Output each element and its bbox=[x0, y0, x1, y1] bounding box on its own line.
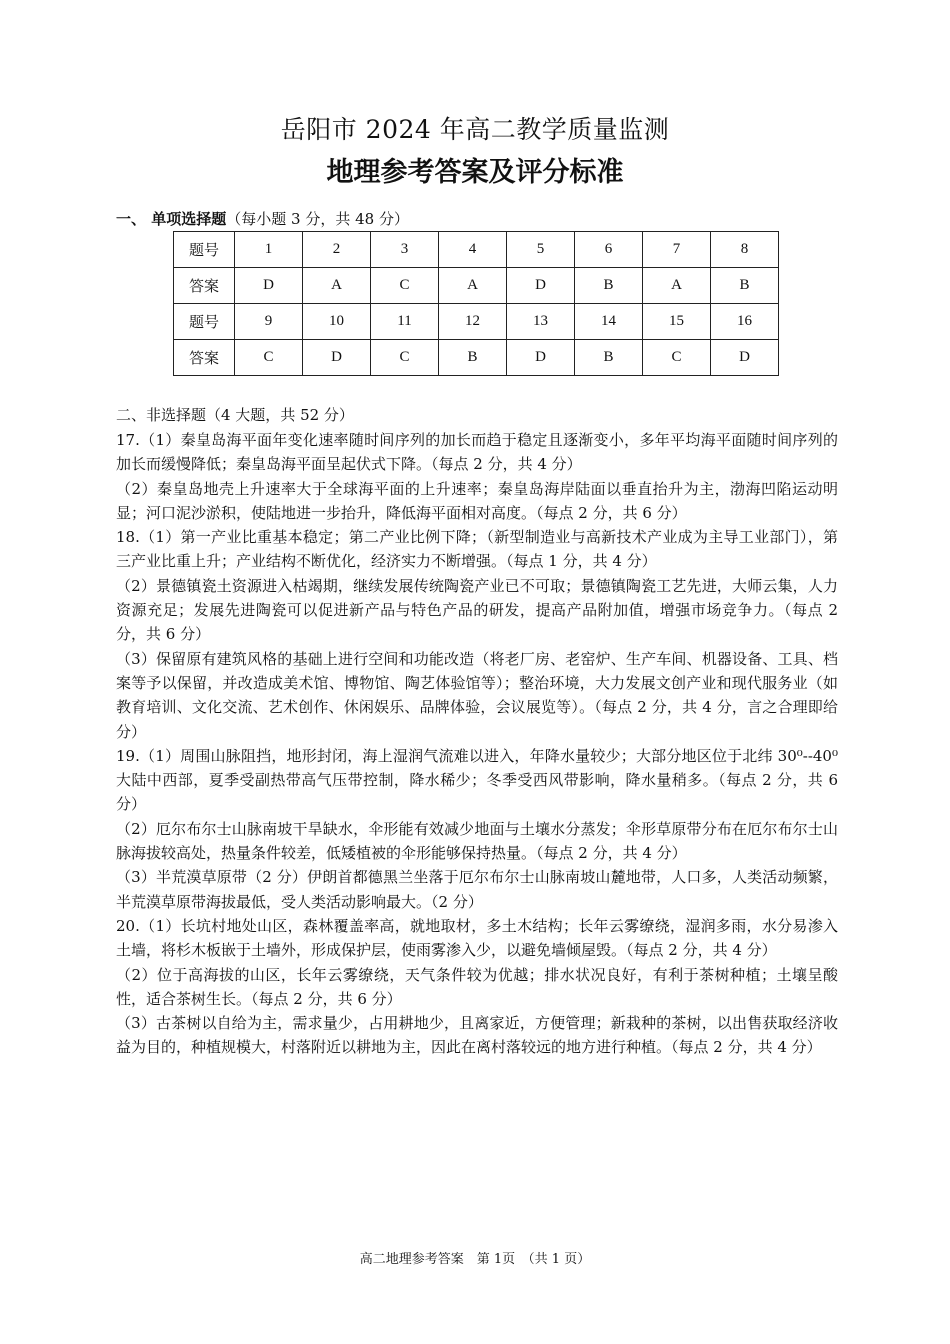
question-number: 12 bbox=[439, 304, 507, 340]
question-number: 15 bbox=[643, 304, 711, 340]
answer-cell: B bbox=[439, 340, 507, 376]
answer-label: 答案 bbox=[174, 340, 235, 376]
answer-paragraph: 18.（1）第一产业比重基本稳定；第二产业比例下降；（新型制造业与高新技术产业成为主导工业部门），第三产业比重上升；产业结构不断优化，经济实力不断增强。（每点 1 分，共 4 分） bbox=[116, 528, 838, 571]
answer-cell: D bbox=[507, 340, 575, 376]
question-number: 16 bbox=[711, 304, 779, 340]
answer-table bbox=[173, 231, 779, 376]
answer-paragraph: （2）景德镇瓷土资源进入枯竭期，继续发展传统陶瓷产业已不可取；景德镇陶瓷工艺先进，大师云集，人力资源充足；发展先进陶瓷可以促进新产品与特色产品的研发，提高产品附加值，增强市场竞争力。（每点 2 分，共 6 分） bbox=[116, 576, 838, 644]
answer-cell: D bbox=[235, 268, 303, 304]
answer-body bbox=[116, 428, 838, 1060]
answer-label: 答案 bbox=[174, 268, 235, 304]
answer-paragraph: （3）古茶树以自给为主，需求量少，占用耕地少，且离家近，方便管理；新栽种的茶树，以出售获取经济收益为目的，种植规模大，村落附近以耕地为主，因此在离村落较远的地方进行种植。（每点 2 分，共 4 分） bbox=[116, 1014, 838, 1057]
question-number: 2 bbox=[303, 232, 371, 268]
question-number: 13 bbox=[507, 304, 575, 340]
question-number: 9 bbox=[235, 304, 303, 340]
answer-cell: B bbox=[575, 340, 643, 376]
question-label: 题号 bbox=[174, 304, 235, 340]
answer-paragraph: （2）厄尔布尔士山脉南坡干旱缺水，伞形能有效减少地面与土壤水分蒸发；伞形草原带分布在厄尔布尔士山脉海拔较高处，热量条件较差，低矮植被的伞形能够保持热量。（每点 2 分，共 4 分） bbox=[116, 819, 838, 863]
question-number: 6 bbox=[575, 232, 643, 268]
section1-heading-line bbox=[116, 208, 409, 229]
table-row bbox=[174, 232, 779, 268]
answer-cell: D bbox=[711, 340, 779, 376]
answer-cell: B bbox=[575, 268, 643, 304]
table-row bbox=[174, 340, 779, 376]
answer-paragraph: 20.（1）长坑村地处山区，森林覆盖率高，就地取材，多土木结构；长年云雾缭绕，湿润多雨，水分易渗入土墙，将杉木板嵌于土墙外，形成保护层，使雨雾渗入少，以避免墙倾屋毁。（每点 2 分，共 4 分） bbox=[116, 916, 838, 960]
section1-heading: 一、 单项选择题 bbox=[116, 210, 227, 228]
answer-paragraph: （3）保留原有建筑风格的基础上进行空间和功能改造（将老厂房、老窑炉、生产车间、机器设备、工具、档案等予以保留，并改造成美术馆、博物馆、陶艺体验馆等）；整治环境，大力发展文创产业和现代服务业（如教育培训、文化交流、艺术创作、休闲娱乐、品牌体验，会议展览等）。（每点 2 分，共 4 分，言之合理即给分） bbox=[116, 649, 838, 741]
table-row bbox=[174, 304, 779, 340]
answer-cell: D bbox=[507, 268, 575, 304]
question-number: 5 bbox=[507, 232, 575, 268]
page-subtitle: 地理参考答案及评分标准 bbox=[326, 157, 624, 188]
section2-heading: 二、非选择题（4 大题，共 52 分） bbox=[116, 406, 354, 424]
table-row bbox=[174, 268, 779, 304]
answer-cell: A bbox=[439, 268, 507, 304]
page-title: 岳阳市 2024 年高二教学质量监测 bbox=[280, 115, 670, 144]
page-footer: 高二地理参考答案 第 1页 （共 1 页） bbox=[359, 1252, 591, 1267]
question-number: 4 bbox=[439, 232, 507, 268]
answer-cell: A bbox=[303, 268, 371, 304]
question-label: 题号 bbox=[174, 232, 235, 268]
question-number: 7 bbox=[643, 232, 711, 268]
answer-cell: D bbox=[303, 340, 371, 376]
answer-cell: C bbox=[235, 340, 303, 376]
question-number: 14 bbox=[575, 304, 643, 340]
answer-paragraph: （2）位于高海拔的山区，长年云雾缭绕，天气条件较为优越；排水状况良好，有利于茶树种植；土壤呈酸性，适合茶树生长。（每点 2 分，共 6 分） bbox=[116, 965, 838, 1008]
answer-cell: C bbox=[371, 268, 439, 304]
answer-paragraph: 19.（1）周围山脉阻挡，地形封闭，海上湿润气流难以进入，年降水量较少；大部分地区位于北纬 30⁰--40⁰ 大陆中西部，夏季受副热带高气压带控制，降水稀少；冬季受西风带影响，降水量稍多。（每点 2 分，共 6 分） bbox=[116, 746, 838, 814]
question-number: 1 bbox=[235, 232, 303, 268]
answer-cell: C bbox=[643, 340, 711, 376]
question-number: 3 bbox=[371, 232, 439, 268]
answer-cell: A bbox=[643, 268, 711, 304]
answer-cell: B bbox=[711, 268, 779, 304]
answer-cell: C bbox=[371, 340, 439, 376]
section1-note: （每小题 3 分，共 48 分） bbox=[226, 210, 409, 228]
answer-paragraph: 17.（1）秦皇岛海平面年变化速率随时间序列的加长而趋于稳定且逐渐变小，多年平均海平面随时间序列的加长而缓慢降低；秦皇岛海平面呈起伏式下降。（每点 2 分，共 4 分） bbox=[116, 431, 838, 474]
answer-paragraph: （2）秦皇岛地壳上升速率大于全球海平面的上升速率；秦皇岛海岸陆面以垂直抬升为主，渤海凹陷运动明显；河口泥沙淤积，使陆地进一步抬升，降低海平面相对高度。（每点 2 分，共 6 分） bbox=[116, 479, 838, 522]
question-number: 11 bbox=[371, 304, 439, 340]
answer-paragraph: （3）半荒漠草原带（2 分）伊朗首都德黑兰坐落于厄尔布尔士山脉南坡山麓地带，人口多，人类活动频繁，半荒漠草原带海拔最低，受人类活动影响最大。（2 分） bbox=[116, 868, 838, 911]
question-number: 10 bbox=[303, 304, 371, 340]
question-number: 8 bbox=[711, 232, 779, 268]
